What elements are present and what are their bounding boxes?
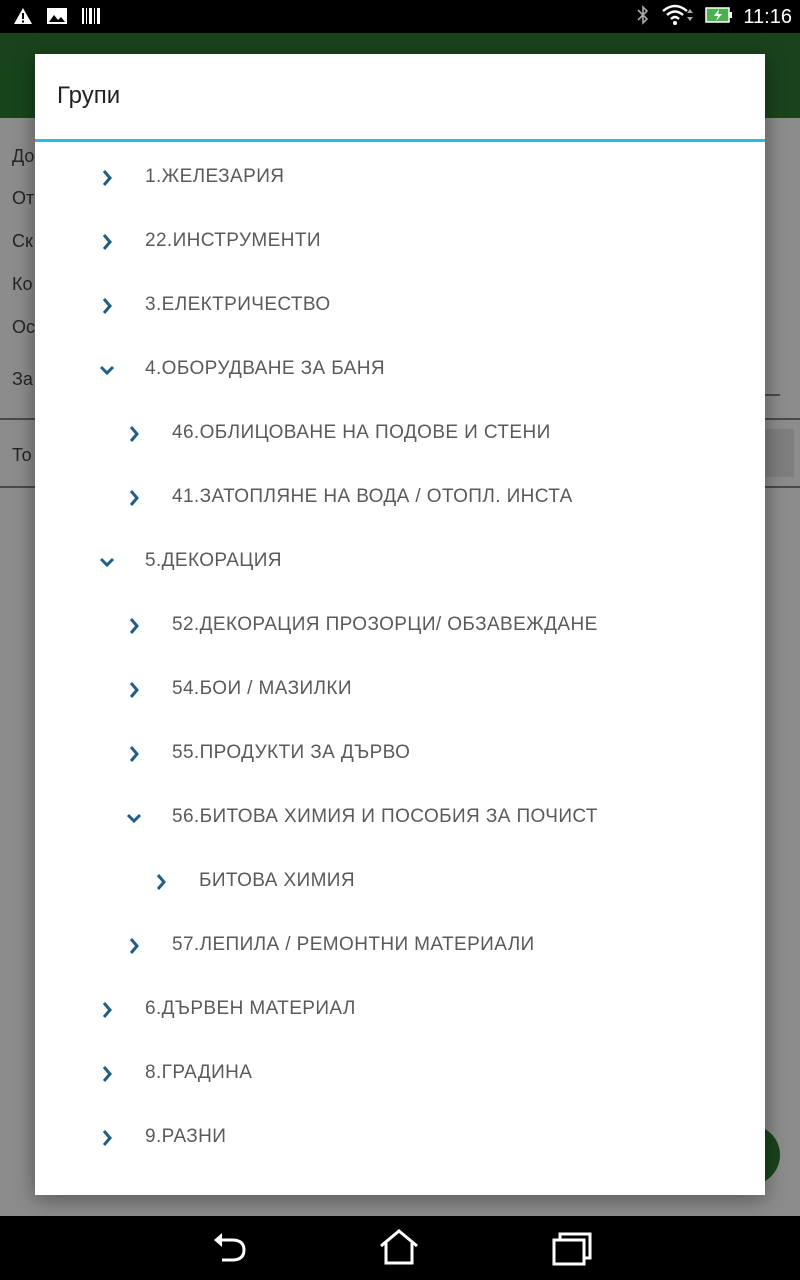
chevron-right-icon[interactable] xyxy=(122,678,146,702)
warning-icon xyxy=(12,5,34,31)
chevron-right-icon[interactable] xyxy=(122,742,146,766)
tree-item-label: 57.ЛЕПИЛА / РЕМОНТНИ МАТЕРИАЛИ xyxy=(172,934,535,955)
chevron-right-icon[interactable] xyxy=(95,1062,119,1086)
tree-item[interactable] xyxy=(35,1106,765,1170)
chevron-right-icon[interactable] xyxy=(122,934,146,958)
navigation-bar xyxy=(0,1216,800,1280)
chevron-right-icon[interactable] xyxy=(95,998,119,1022)
tree-item-label: 8.ГРАДИНА xyxy=(145,1062,253,1083)
chevron-down-icon[interactable] xyxy=(122,806,146,830)
bg-label: До xyxy=(12,146,35,166)
chevron-right-icon[interactable] xyxy=(122,486,146,510)
tree-item[interactable] xyxy=(35,466,765,530)
tree-item-label: 54.БОИ / МАЗИЛКИ xyxy=(172,678,352,699)
tree-item[interactable] xyxy=(35,338,765,402)
clock: 11:16 xyxy=(743,5,792,28)
status-bar xyxy=(0,0,800,33)
tree-item-label: 22.ИНСТРУМЕНТИ xyxy=(145,230,321,251)
title-divider xyxy=(35,139,765,142)
tree-item[interactable] xyxy=(35,530,765,594)
tree-item-label: 5.ДЕКОРАЦИЯ xyxy=(145,550,282,571)
chevron-right-icon[interactable] xyxy=(95,166,119,190)
chevron-right-icon[interactable] xyxy=(95,1126,119,1150)
tree-item-label: 46.ОБЛИЦОВАНЕ НА ПОДОВЕ И СТЕНИ xyxy=(172,422,551,443)
tree-item[interactable] xyxy=(35,978,765,1042)
bg-label: Ко xyxy=(12,274,33,294)
tree-item-label: 41.ЗАТОПЛЯНЕ НА ВОДА / ОТОПЛ. ИНСТА xyxy=(172,486,573,507)
tree-item[interactable] xyxy=(35,146,765,210)
image-icon xyxy=(46,5,68,31)
tree-item-label: 6.ДЪРВЕН МАТЕРИАЛ xyxy=(145,998,356,1019)
back-icon[interactable] xyxy=(208,1228,252,1268)
chevron-right-icon[interactable] xyxy=(122,614,146,638)
recent-apps-icon[interactable] xyxy=(550,1228,594,1268)
tree-item[interactable] xyxy=(35,594,765,658)
tree-item-label: 52.ДЕКОРАЦИЯ ПРОЗОРЦИ/ ОБЗАВЕЖДАНЕ xyxy=(172,614,598,635)
chevron-down-icon[interactable] xyxy=(95,550,119,574)
dialog-title: Групи xyxy=(57,82,121,109)
chevron-right-icon[interactable] xyxy=(95,230,119,254)
battery-charging-icon xyxy=(705,4,733,30)
chevron-down-icon[interactable] xyxy=(95,358,119,382)
bg-label: От xyxy=(12,188,35,208)
tree-item-label: 9.РАЗНИ xyxy=(145,1126,227,1147)
barcode-icon xyxy=(80,5,102,31)
bg-label: За xyxy=(12,369,33,389)
wifi-icon xyxy=(661,3,695,31)
bluetooth-icon xyxy=(635,4,651,30)
tree-item[interactable] xyxy=(35,402,765,466)
bg-label: Ос xyxy=(12,317,36,337)
bg-label: Ск xyxy=(12,231,33,251)
tree-item[interactable] xyxy=(35,786,765,850)
tree-item-label: 1.ЖЕЛЕЗАРИЯ xyxy=(145,166,285,187)
tree-item[interactable] xyxy=(35,722,765,786)
tree-item[interactable] xyxy=(35,850,765,914)
home-icon[interactable] xyxy=(377,1228,421,1268)
chevron-right-icon[interactable] xyxy=(95,294,119,318)
tree-item-label: 4.ОБОРУДВАНЕ ЗА БАНЯ xyxy=(145,358,385,379)
tree-item[interactable] xyxy=(35,210,765,274)
tree-item[interactable] xyxy=(35,274,765,338)
tree-item[interactable] xyxy=(35,1042,765,1106)
groups-dialog xyxy=(35,54,765,1195)
chevron-right-icon[interactable] xyxy=(122,422,146,446)
tree-item-label: 56.БИТОВА ХИМИЯ И ПОСОБИЯ ЗА ПОЧИСТ xyxy=(172,806,598,827)
tree-item-label: 3.ЕЛЕКТРИЧЕСТВО xyxy=(145,294,331,315)
tree-item[interactable] xyxy=(35,914,765,978)
tree-item-label: БИТОВА ХИМИЯ xyxy=(199,870,355,891)
tree-item[interactable] xyxy=(35,658,765,722)
tree-item-label: 55.ПРОДУКТИ ЗА ДЪРВО xyxy=(172,742,411,763)
chevron-right-icon[interactable] xyxy=(149,870,173,894)
bg-label: То xyxy=(12,445,32,465)
